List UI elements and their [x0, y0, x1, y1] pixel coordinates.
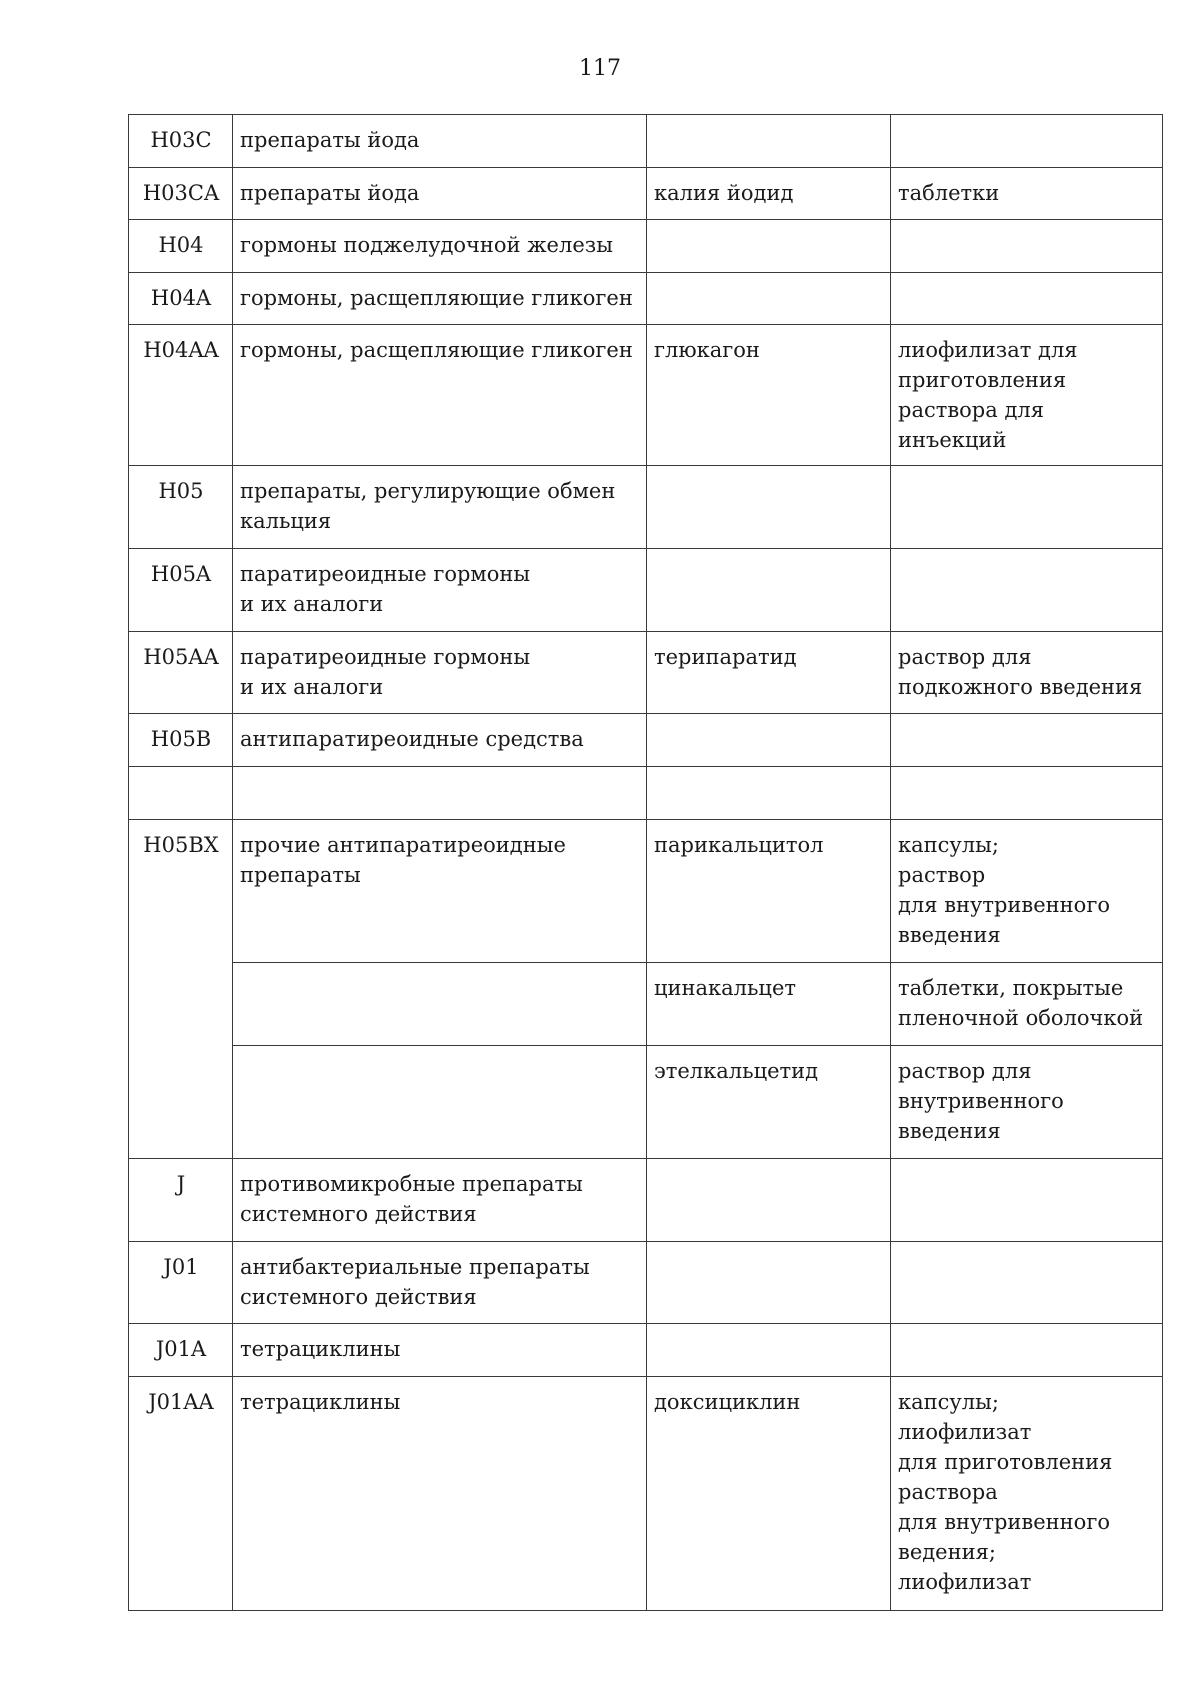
drug-name-cell — [647, 1242, 891, 1324]
drug-name-cell — [647, 1159, 891, 1242]
atc-code-text: H04AA — [143, 338, 219, 362]
atc-code-text: H05AA — [143, 645, 219, 669]
dosage-form-cell — [891, 220, 1163, 273]
table-row — [129, 115, 1163, 168]
pharmacological-group-text: паратиреоидные гормоны и их аналоги — [240, 562, 531, 616]
dosage-form-text: капсулы; лиофилизат для приготовления раствора для внутривенного ведения; лиофилизат — [898, 1390, 1113, 1594]
table-row — [129, 820, 1163, 963]
drug-name-cell — [647, 1377, 891, 1611]
dosage-form-cell — [891, 1159, 1163, 1242]
dosage-form-cell — [891, 632, 1163, 714]
table-row — [129, 1159, 1163, 1242]
table-row — [129, 220, 1163, 273]
dosage-form-cell — [891, 714, 1163, 767]
atc-code-cell — [129, 273, 233, 325]
atc-code-text: H04 — [158, 233, 204, 257]
dosage-form-text: раствор для внутривенного введения — [898, 1059, 1064, 1143]
drug-list-table — [128, 114, 1163, 1611]
atc-code-cell — [129, 1377, 233, 1611]
atc-code-cell — [129, 168, 233, 220]
atc-code-text: J — [176, 1172, 186, 1196]
atc-code-cell — [129, 632, 233, 714]
table-row — [129, 632, 1163, 714]
dosage-form-cell — [891, 466, 1163, 549]
pharmacological-group-text: тетрациклины — [240, 1337, 401, 1361]
table-row — [129, 714, 1163, 767]
dosage-form-cell — [891, 325, 1163, 466]
drug-name-text: доксициклин — [654, 1390, 801, 1414]
atc-code-text: H03C — [150, 128, 212, 152]
pharmacological-group-cell — [233, 820, 647, 963]
drug-name-cell — [647, 767, 891, 820]
drug-name-cell — [647, 1046, 891, 1159]
drug-name-cell — [647, 714, 891, 767]
pharmacological-group-text: гормоны, расщепляющие гликоген — [240, 338, 633, 362]
atc-code-text: H05B — [150, 727, 212, 751]
table-body — [129, 115, 1163, 1611]
dosage-form-text: лиофилизат для приготовления раствора для инъекций — [898, 338, 1078, 452]
atc-code-cell — [129, 115, 233, 168]
pharmacological-group-text: препараты йода — [240, 181, 420, 205]
dosage-form-cell — [891, 820, 1163, 963]
drug-name-cell — [647, 1324, 891, 1377]
table-row — [129, 1324, 1163, 1377]
dosage-form-cell — [891, 273, 1163, 325]
atc-code-text: H05A — [150, 562, 212, 586]
pharmacological-group-cell — [233, 220, 647, 273]
table-row — [129, 1046, 1163, 1159]
pharmacological-group-cell — [233, 767, 647, 820]
pharmacological-group-text: антипаратиреоидные средства — [240, 727, 584, 751]
drug-name-cell — [647, 820, 891, 963]
dosage-form-text: капсулы; раствор для внутривенного введения — [898, 833, 1110, 947]
dosage-form-text: таблетки — [898, 181, 1000, 205]
page-number: 117 — [579, 56, 621, 81]
atc-code-cell — [129, 325, 233, 466]
dosage-form-cell — [891, 1046, 1163, 1159]
pharmacological-group-cell — [233, 466, 647, 549]
table-row — [129, 325, 1163, 466]
pharmacological-group-cell — [233, 1324, 647, 1377]
pharmacological-group-cell — [233, 632, 647, 714]
table-row — [129, 767, 1163, 820]
pharmacological-group-text: препараты йода — [240, 128, 420, 152]
pharmacological-group-cell — [233, 963, 647, 1046]
pharmacological-group-text: паратиреоидные гормоны и их аналоги — [240, 645, 531, 699]
atc-code-cell — [129, 820, 233, 1159]
table-row — [129, 273, 1163, 325]
pharmacological-group-cell — [233, 325, 647, 466]
drug-name-cell — [647, 168, 891, 220]
pharmacological-group-text: антибактериальные препараты системного действия — [240, 1255, 590, 1309]
pharmacological-group-text: противомикробные препараты системного действия — [240, 1172, 583, 1226]
atc-code-cell — [129, 1242, 233, 1324]
atc-code-cell — [129, 549, 233, 632]
atc-code-cell — [129, 714, 233, 767]
atc-code-text: J01 — [163, 1255, 199, 1279]
pharmacological-group-cell — [233, 115, 647, 168]
drug-name-cell — [647, 115, 891, 168]
atc-code-cell — [129, 767, 233, 820]
drug-name-text: парикальцитол — [654, 833, 824, 857]
atc-code-text: H05 — [158, 479, 204, 503]
atc-code-text: J01AA — [148, 1390, 214, 1414]
dosage-form-text: раствор для подкожного введения — [898, 645, 1143, 699]
atc-code-text: H04A — [150, 286, 212, 310]
dosage-form-cell — [891, 1377, 1163, 1611]
dosage-form-cell — [891, 963, 1163, 1046]
drug-name-cell — [647, 220, 891, 273]
drug-name-text: терипаратид — [654, 645, 797, 669]
dosage-form-cell — [891, 767, 1163, 820]
drug-name-cell — [647, 273, 891, 325]
drug-name-cell — [647, 325, 891, 466]
dosage-form-cell — [891, 115, 1163, 168]
atc-code-cell — [129, 466, 233, 549]
atc-code-cell — [129, 1324, 233, 1377]
pharmacological-group-cell — [233, 168, 647, 220]
dosage-form-cell — [891, 549, 1163, 632]
drug-name-cell — [647, 632, 891, 714]
pharmacological-group-text: прочие антипаратиреоидные препараты — [240, 833, 566, 887]
atc-code-text: H05BX — [143, 833, 219, 857]
dosage-form-text: таблетки, покрытые пленочной оболочкой — [898, 976, 1144, 1030]
table-row — [129, 963, 1163, 1046]
atc-code-text: H03CA — [142, 181, 220, 205]
pharmacological-group-cell — [233, 1377, 647, 1611]
drug-name-text: этелкальцетид — [654, 1059, 819, 1083]
table-row — [129, 1242, 1163, 1324]
drug-name-text: калия йодид — [654, 181, 794, 205]
dosage-form-cell — [891, 168, 1163, 220]
atc-code-text: J01A — [155, 1337, 207, 1361]
table-row — [129, 1377, 1163, 1611]
dosage-form-cell — [891, 1324, 1163, 1377]
pharmacological-group-cell — [233, 1046, 647, 1159]
drug-name-cell — [647, 466, 891, 549]
drug-name-cell — [647, 963, 891, 1046]
pharmacological-group-cell — [233, 714, 647, 767]
pharmacological-group-cell — [233, 1159, 647, 1242]
drug-name-cell — [647, 549, 891, 632]
pharmacological-group-text: препараты, регулирующие обмен кальция — [240, 479, 616, 533]
dosage-form-cell — [891, 1242, 1163, 1324]
table-row — [129, 168, 1163, 220]
pharmacological-group-cell — [233, 1242, 647, 1324]
table-row — [129, 466, 1163, 549]
pharmacological-group-text: гормоны, расщепляющие гликоген — [240, 286, 633, 310]
atc-code-cell — [129, 1159, 233, 1242]
drug-name-text: глюкагон — [654, 338, 760, 362]
pharmacological-group-cell — [233, 549, 647, 632]
pharmacological-group-text: тетрациклины — [240, 1390, 401, 1414]
pharmacological-group-text: гормоны поджелудочной железы — [240, 233, 613, 257]
table-row — [129, 549, 1163, 632]
pharmacological-group-cell — [233, 273, 647, 325]
atc-code-cell — [129, 220, 233, 273]
drug-name-text: цинакальцет — [654, 976, 796, 1000]
